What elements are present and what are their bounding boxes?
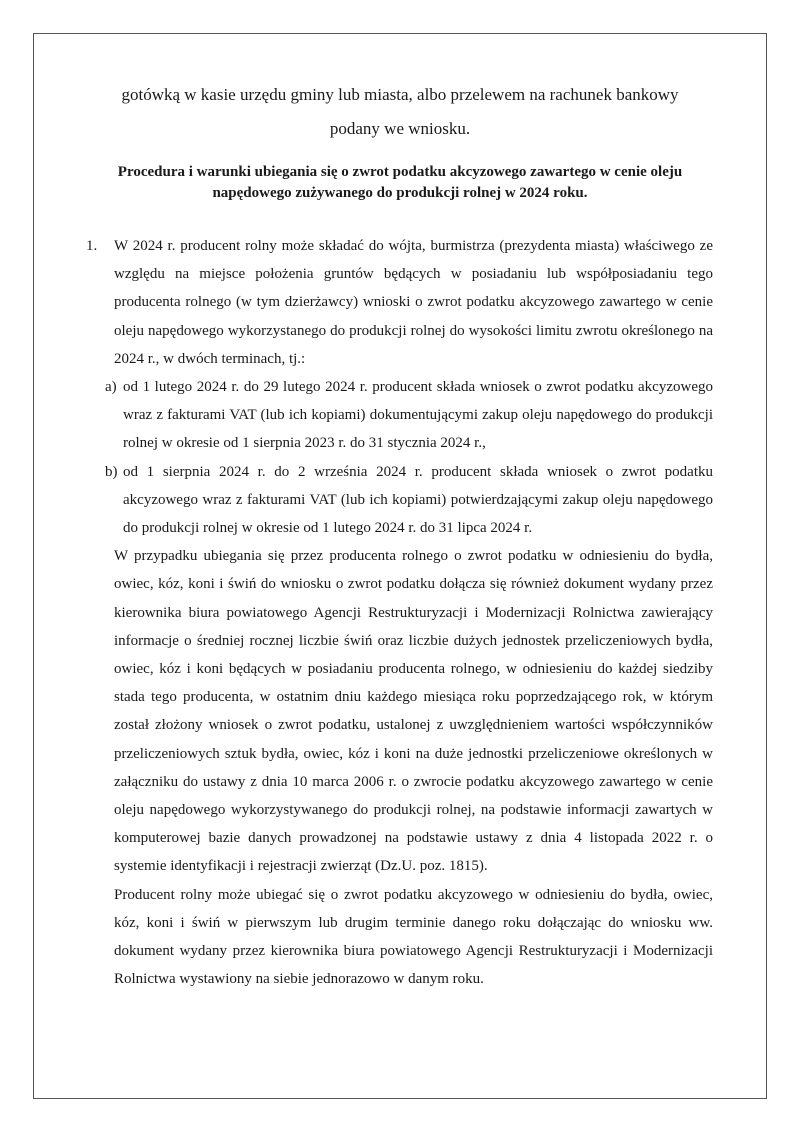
sub-item-text: od 1 sierpnia 2024 r. do 2 września 2024 r. producent składa wniosek o zwrot podatku akcyzowego wraz z fakturami VAT (lub ich kopiami) potwierdzającymi zakup oleju napędowego do produkcji rolnej w okresie od 1 lutego 2024 r. do 31 lipca 2024 r. — [123, 463, 713, 537]
sub-item-b — [105, 458, 713, 543]
list-item-text: W 2024 r. producent rolny może składać do wójta, burmistrza (prezydenta miasta) właściwego ze względu na miejsce położenia gruntów będących w posiadaniu lub współposiadaniu tego producenta rolnego (w tym dzierżawcy) wnioski o zwrot podatku akcyzowego zawartego w cenie oleju napędowego wykorzystanego do produkcji rolnej do wysokości limitu zwrotu określonego na 2024 r., w dwóch terminach, tj.: — [114, 238, 713, 367]
paragraph-livestock-document: W przypadku ubiegania się przez producenta rolnego o zwrot podatku w odniesieniu do bydła, owiec, kóz, koni i świń do wniosku o zwrot podatku dołącza się również dokument wydany przez kierownika biura powiatowego Agencji Restrukturyzacji i Modernizacji Rolnictwa zawierający informacje o średniej rocznej liczbie świń oraz liczbie dużych jednostek przeliczeniowych bydła, owiec, kóz i koni będących w posiadaniu producenta rolnego, w odniesieniu do każdej siedziby stada tego producenta, w ostatnim dniu każdego miesiąca roku poprzedzającego rok, w którym został złożony wniosek o zwrot podatku, ustalonej z uwzględnieniem wartości współczynników przeliczeniowych sztuk bydła, owiec, kóz i koni na duże jednostki przeliczeniowe określonych w załączniku do ustawy z dnia 10 marca 2006 r. o zwrocie podatku akcyzowego zawartego w cenie oleju napędowego wykorzystywanego do produkcji rolnej, na podstawie informacji zawartych w komputerowej bazie danych prowadzonej na podstawie ustawy z dnia 4 listopada 2022 r. o systemie identyfikacji i rejestracji zwierząt (Dz.U. poz. 1815). — [114, 548, 713, 875]
document-body — [86, 232, 713, 993]
sub-item-letter: b) — [105, 463, 118, 480]
paragraph-application-term: Producent rolny może ubiegać się o zwrot podatku akcyzowego w odniesieniu do bydła, owiec, kóz, koni i świń w pierwszym lub drugim terminie danego roku dołączając do wniosku ww. dokument wydany przez kierownika biura powiatowego Agencji Restrukturyzacji i Modernizacji Rolnictwa wystawiony na siebie jednorazowo w danym roku. — [114, 886, 713, 988]
sub-item-text: od 1 lutego 2024 r. do 29 lutego 2024 r. producent składa wniosek o zwrot podatku akcyzowego wraz z fakturami VAT (lub ich kopiami) dokumentującymi zakup oleju napędowego do produkcji rolnej w okresie od 1 sierpnia 2023 r. do 31 stycznia 2024 r., — [123, 379, 713, 452]
list-item-1 — [86, 232, 713, 373]
sub-item-a — [105, 373, 713, 458]
intro-line-2: podany we wniosku. — [329, 119, 471, 138]
intro-line-1: gotówką w kasie urzędu gminy lub miasta, albo przelewem na rachunek bankowy — [121, 85, 679, 104]
intro-text — [60, 78, 740, 146]
section-heading: Procedura i warunki ubiegania się o zwrot podatku akcyzowego zawartego w cenie oleju napędowego zużywanego do produkcji rolnej w 2024 roku. — [117, 164, 683, 201]
sub-item-letter: a) — [105, 379, 117, 396]
list-number: 1. — [86, 238, 98, 254]
